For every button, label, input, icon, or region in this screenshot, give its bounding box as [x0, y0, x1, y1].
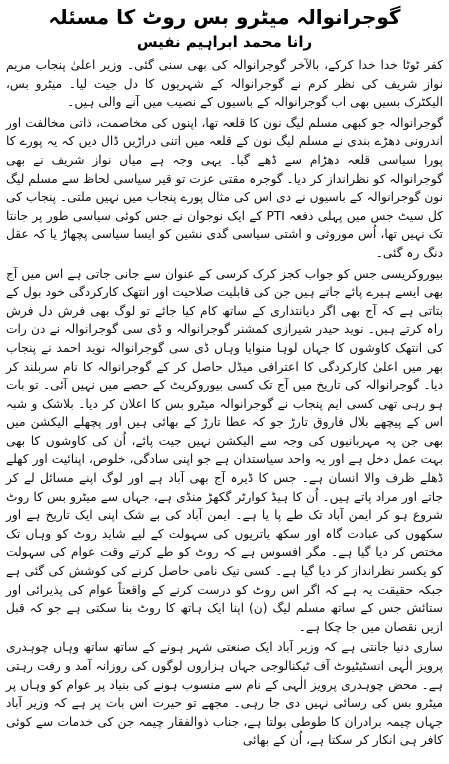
article-paragraph: کفر ٹوٹا خدا خدا کرکے، بالآخر گوجرانوالہ کی بھی سنی گئی۔ وزیر اعلیٰ پنجاب مریم نواز شریف کی نظر کرم نے گوجرانوالہ کے شہریوں کا دل جیت لیا۔ میٹرو بس، الیکٹرک بسیں بھی اب گوجرانوالہ کے باسیوں کے نصیب میں آنے والی ہیں۔ [6, 58, 443, 110]
article-body [6, 56, 443, 750]
article-paragraph: گوجرانوالہ جو کبھی مسلم لیگ نون کا قلعہ تھا، اپنوں کی مخاصمت، ذاتی مخالفت اور اندرونی دھڑے بندی نے مسلم لیگ نون کے قلعہ میں اتنی دراڑیں ڈال دیں کہ یہ پورے کا پورا سیاسی قلعہ دھڑام سے ڈھے گیا۔ یہی وجہ ہے میاں نواز شریف نے بھی گوجرانوالہ کو نظرانداز کر دیا۔ گوجرہ مقتی عزت تو قیر سیاسی لحاظ سے مسلم لیگ نون گوجرانوالہ کے باسیوں نے دی اس کی مثال پورے پنجاب میں نہیں ملتی۔ پنجاب کی کل سیٹ جس میں پہلی دفعہ PTI کے ایک نوجوان نے جس کوئی سیاسی طور پر جانتا تک نہیں تھا، اُس موروثی و اشتی سیاسی گدی نشین کو ایسا سیاسی پچھاڑ یا کہ عقل دنگ رہ گئی۔ [6, 115, 443, 260]
article-byline: رانا محمد ابراہیم نفیس [136, 33, 313, 51]
article-paragraph: بیوروکریسی جس کو جواب کجز کرک کرسی کے عنوان سے جانی جاتی ہے اس میں آج بھی ایسے ہیرے پائے جاتے ہیں جن کی قابلیت صلاحیت اور انتھک کارکردگی خود بول کے بتاتی ہے کہ آج بھی اگر دیانتداری کے ساتھ کام کیا جائے تو لوگ بھی فرش دل فرش راہ کرتے ہیں۔ نوید حیدر شیرازی کمشنر گوجرانوالہ و ڈی سی گوجرانوالہ نے دن رات کی انتھک کاوشوں کا جہاں لوہا منوایا وہاں ڈی سی گوجرانوالہ نوید احمد نے پنجاب بھر میں اعلیٰ کارکردگی کا اعترافی میڈل حاصل کر کے گوجرانوالہ کا نام سربلند کر دیا۔ گوجرانوالہ کی تاریخ میں آج تک کسی بیوروکریٹ کے حصے میں نہیں آئی۔ تو بات ہو رہی تھی کسی ایم پنجاب نے گوجرانوالہ میٹرو بس کا اعلان کر دیا۔ بلاشک و شبہ اس کے پیچھے بلال فاروق تارڑ جو کہ عطا تارڑ کے بھائی ہیں اور پچھلے الیکشن میں بھی جن پہ مہربانیوں کی وجہ سے الیکشن نہیں جیت پائے، اُن کی کاوشوں کا بھی بہت عمل دخل ہے اور یہ واحد سیاستدان ہے جو اپنی سادگی، خلوص، اپنائیت اور کھلے ڈھلے ظرف والا انسان ہے۔ جس کا ڈیرہ آج بھی آباد ہے اور لوگ اپنے مسائل لے کر جاتے اور مراد پاتے ہیں۔ اُن کا ہیڈ کوارٹر گکھڑ منڈی ہے، جہاں سے میٹرو بس کا روٹ شروع ہو کر ایمن آباد تک طے پا یا ہے۔ ایمن آباد کی بے شک اپنی ایک تاریخ ہے اور سکھوں کی عبادت گاہ اور سکھ یاتریوں کی سہولت کے لیے شاید روٹ کو وہاں تک مختص کر دیا گیا ہے۔ مگر افسوس ہے کہ روٹ کو طے کرتے وقت عوام کی سہولت کو یکسر نظرانداز کر دیا گیا ہے۔ کسی نیک نامی حاصل کرنے کی کوشش کی گئی ہے جبکہ حقیقت یہ ہے کہ اگر اس روٹ کو درست کرنے کے واقعتاً عوام کی پذیرائی اور ستائش جس کے ساتھ مسلم لیگ (ن) اپنا ایک ہاتھ کا روٹ بنا سکتی ہے جو کہ قبل ازیں نقصان میں جا چکا ہے۔ [6, 266, 443, 634]
article-headline: گوجرانوالہ میٹرو بس روٹ کا مسئلہ [48, 5, 401, 29]
article-paragraph: ساری دنیا جانتی ہے کہ وزیر آباد ایک صنعتی شہر ہونے کے ساتھ ساتھ وہاں چوہدری پرویز الٰہی انسٹیٹیوٹ آف ٹیکنالوجی جہاں ہزاروں لوگوں کی روزانہ آمد و رفت رہتی ہے۔ محض چوہدری پرویز الٰہی کے نام سے منسوب ہونے کی بنیاد پر عوام کو وہاں پر میٹرو بس کی رسائی نہیں دی جا رہی۔ مجھے تو حیرت اس بات پر ہے کہ وزیر آباد جہاں چیمہ برادران کا طوطی بولتا ہے، جناب ذوالفقار چیمہ جن کی خدمات سے کوئی کافر ہی انکار کر سکتا ہے، اُن کے بھائی [6, 640, 443, 748]
